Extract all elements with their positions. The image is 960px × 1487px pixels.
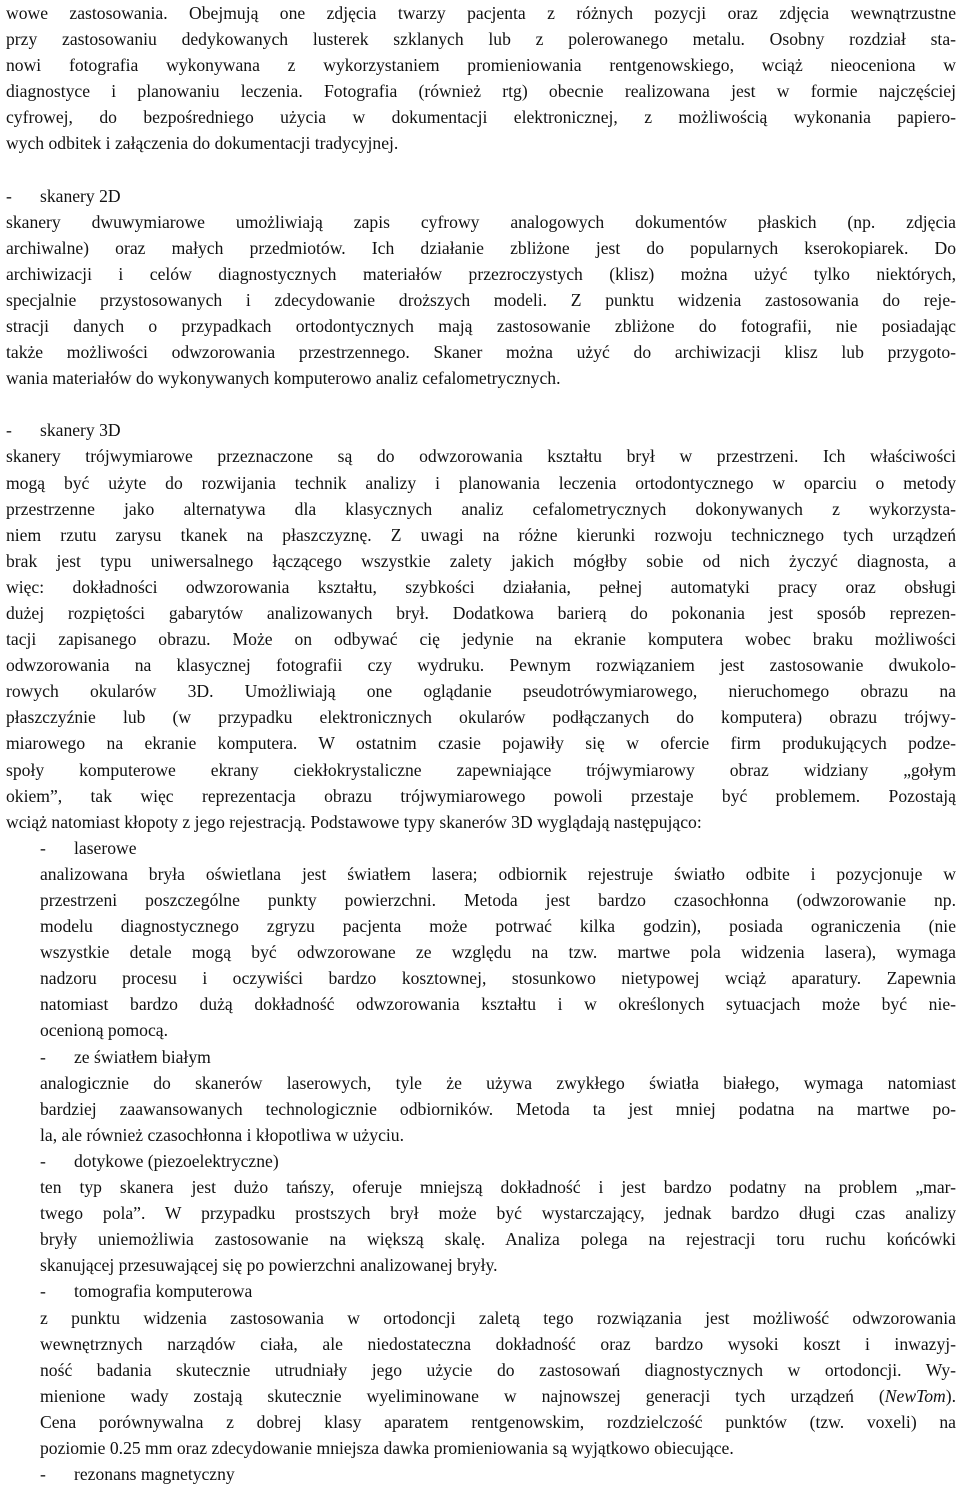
text-line: analogicznie do skanerów laserowych, tyle że używa zwykłego światła białego, wymaga natomiast: [40, 1072, 956, 1093]
text-line: nadzoru procesu i oczywiści bardzo kosztownej, stosunkowo nietypowej wciąż aparatury. Zapewnia: [40, 968, 956, 989]
text-line: nowi fotografia wykonywana z wykorzystaniem promieniowania rentgenowskiego, wciąż nieoceniona w: [6, 55, 956, 76]
type-heading: [40, 1044, 956, 1070]
text-line: ten typ skanera jest dużo tańszy, oferuje mniejszą dokładność i jest bardzo podatny na problem „mar-: [40, 1177, 956, 1198]
scanner-type-white-light: [6, 1044, 956, 1148]
text-line: wszystkie detale mogą być odwzorowane ze względu na tzw. martwe pola widzenia lasera), wymaga: [40, 942, 956, 963]
text-line: odwzorowania na klasycznej fotografii czy wydruku. Pewnym rozwiązaniem jest zastosowanie dwukolo-: [6, 655, 956, 676]
text-line: archiwizacji i celów diagnostycznych materiałów przezroczystych (klisz) można użyć tylko niektórych,: [6, 263, 956, 284]
text-run: ).: [945, 1385, 956, 1406]
text-line: Cena porównywalna z dobrej klasy aparatem rentgenowskim, rozdzielczość punktów (tzw. voxeli) na: [40, 1411, 956, 1432]
text-line: la, ale również czasochłonna i kłopotliwa w użyciu.: [40, 1124, 404, 1145]
type-heading: [40, 1278, 956, 1304]
scanner-type-mri: [6, 1461, 956, 1487]
text-line: wciąż natomiast kłopoty z jego rejestracją. Podstawowe typy skanerów 3D wyglądają następująco:: [6, 811, 702, 832]
text-line: ocenioną pomocą.: [40, 1020, 168, 1041]
text-line: specjalnie przystosowanych i zdecydowanie droższych modeli. Z punktu widzenia zastosowania do reje-: [6, 289, 956, 310]
list-dash: -: [6, 420, 12, 441]
text-line: archiwalne) oraz małych przedmiotów. Ich działanie zbliżone jest do popularnych kserokopiarek. Do: [6, 237, 956, 258]
text-line: skanery trójwymiarowe przeznaczone są do odwzorowania kształtu brył w przestrzeni. Ich właściwości: [6, 446, 956, 467]
text-line: stracji danych o przypadkach ortodontycznych mają zastosowanie zbliżone do fotografii, nie posiadając: [6, 316, 956, 337]
text-line: także możliwości odwzorowania przestrzennego. Skaner można użyć do archiwizacji klisz lub przygoto-: [6, 342, 956, 363]
text-line: cyfrowej, do bezpośredniego użycia w dokumentacji elektronicznej, z możliwością wykonania papiero-: [6, 107, 956, 128]
heading-text: laserowe: [74, 837, 137, 858]
list-dash: -: [40, 1464, 46, 1485]
scanner-type-laser: [6, 835, 956, 1044]
type-heading: [40, 1148, 956, 1174]
text-line: poziomie 0.25 mm oraz zdecydowanie mniejsza dawka promieniowania są wyjątkowo obiecujące.: [40, 1437, 734, 1458]
list-dash: -: [40, 837, 46, 858]
text-line: ność badania skutecznie utrudniały jego użycie do zastosowań diagnostycznych w ortodoncji. Wy-: [40, 1359, 956, 1380]
scanner-type-ct: [6, 1278, 956, 1461]
brand-name: NewTom: [884, 1385, 946, 1406]
text-line: z punktu widzenia zastosowania w ortodoncji zaletą tego rozwiązania jest możliwość odwzorowania: [40, 1307, 956, 1328]
text-line: społy komputerowe ekrany ciekłokrystaliczne zapewniające trójwymiarowy obraz widziany „gołym: [6, 759, 956, 780]
text-line: przestrzeni poszczególne punkty powierzchni. Metoda jest bardzo czasochłonna (odwzorowanie np.: [40, 890, 956, 910]
text-line: tacji zapisanego obrazu. Może on odbywać cię jedynie na ekranie komputera wobec braku możliwości: [6, 629, 956, 650]
type-heading: [40, 835, 956, 861]
list-dash: -: [40, 1281, 46, 1302]
heading-text: tomografia komputerowa: [74, 1281, 253, 1302]
text-line: wania materiałów do wykonywanych komputerowo analiz cefalometrycznych.: [6, 368, 561, 389]
text-line: bardziej zaawansowanych technologicznie odbiorników. Metoda ta jest mniej podatna na martwe po-: [40, 1098, 956, 1119]
text-line: wowe zastosowania. Obejmują one zdjęcia twarzy pacjenta z różnych pozycji oraz zdjęcia wewnątrzustne: [6, 3, 956, 23]
heading-text: skanery 2D: [40, 185, 121, 206]
text-line: płaszczyźnie lub (w przypadku elektronicznych okularów podłączanych do komputera) obrazu trójwy-: [6, 707, 956, 728]
list-dash: -: [6, 185, 12, 206]
list-dash: -: [40, 1150, 46, 1171]
text-line: przy zastosowaniu dedykowanych lusterek szklanych lub z polerowanego metalu. Osobny rozdział sta-: [6, 29, 956, 50]
text-line: więc: dokładności odwzorowania kształtu, szybkości działania, pełnej automatyki pracy oraz obsługi: [6, 576, 956, 597]
text-line: modelu diagnostycznego zgryzu pacjenta może potrwać kilka godzin), posiada ograniczenia (nie: [40, 916, 956, 937]
text-line: twego pola”. W przypadku prostszych brył może być wystarczający, jednak bardzo długi czas analizy: [40, 1203, 956, 1224]
text-line: miarowego na ekranie komputera. W ostatnim czasie pojawiły się w ofercie firm produkujących podze-: [6, 733, 956, 754]
text-line: dużej rozpiętości gabarytów analizowanych brył. Dodatkowa barierą do pokonania jest sposób reprezen-: [6, 602, 956, 623]
text-line: skanery dwuwymiarowe umożliwiają zapis cyfrowy analogowych dokumentów płaskich (np. zdjęcia: [6, 211, 956, 232]
list-dash: -: [40, 1046, 46, 1067]
text-line: przestrzenne jako alternatywa dla klasycznych analiz cefalometrycznych dokonywanych z wykorzysta-: [6, 498, 956, 519]
type-heading: [40, 1461, 956, 1487]
section-scanners-3d: [6, 417, 956, 835]
section-heading: [6, 417, 956, 443]
text-line: wych odbitek i załączenia do dokumentacji tradycyjnej.: [6, 133, 399, 154]
text-run: mienione wady zostają skutecznie wyeliminowane w najnowszej generacji tych urządzeń (: [40, 1385, 885, 1406]
heading-text: rezonans magnetyczny: [74, 1464, 235, 1485]
scanner-type-touch: [6, 1148, 956, 1278]
text-line: brak jest typu uniwersalnego łączącego wszystkie zalety jakich mógłby sobie od nich życzyć diagnosta, a: [6, 550, 956, 571]
text-line: skanującej przesuwającej się po powierzchni analizowanej bryły.: [40, 1255, 498, 1276]
intro-paragraph: [6, 0, 956, 157]
text-line: niem rzutu zarysu tkanek na płaszczyznę. Z uwagi na różne kierunki rozwoju technicznego tych urządzeń: [6, 524, 956, 545]
heading-text: ze światłem białym: [74, 1046, 211, 1067]
section-heading: [6, 183, 956, 209]
heading-text: skanery 3D: [40, 420, 121, 441]
paragraph-gap: [6, 391, 956, 417]
text-line: natomiast bardzo dużą dokładność odwzorowania kształtu i w określonych sytuacjach może być nie-: [40, 994, 956, 1015]
text-line: bryły uniemożliwia zastosowanie na większą skalę. Analiza polega na rejestracji toru ruchu końcówki: [40, 1229, 956, 1250]
text-line: analizowana bryła oświetlana jest światłem lasera; odbiornik rejestruje światło odbite i pozycjonuje w: [40, 863, 956, 884]
paragraph-gap: [6, 157, 956, 183]
text-line: okiem”, tak więc reprezentacja obrazu trójwymiarowego powoli przestaje być problemem. Pozostają: [6, 785, 956, 806]
text-line: mogą być użyte do rozwijania technik analizy i planowania leczenia ortodontycznego w oparciu o metody: [6, 472, 956, 493]
section-scanners-2d: [6, 183, 956, 392]
text-line: diagnostyce i planowaniu leczenia. Fotografia (również rtg) obecnie realizowana jest w formie najczęściej: [6, 81, 956, 102]
heading-text: dotykowe (piezoelektryczne): [74, 1150, 279, 1171]
text-line: [40, 1383, 956, 1409]
text-line: wewnętrznych narządów ciała, ale niedostateczna dokładność oraz bardzo wysoki koszt i inwazyj-: [40, 1333, 956, 1354]
text-line: rowych okularów 3D. Umożliwiają one oglądanie pseudotrówymiarowego, nieruchomego obrazu na: [6, 681, 956, 702]
